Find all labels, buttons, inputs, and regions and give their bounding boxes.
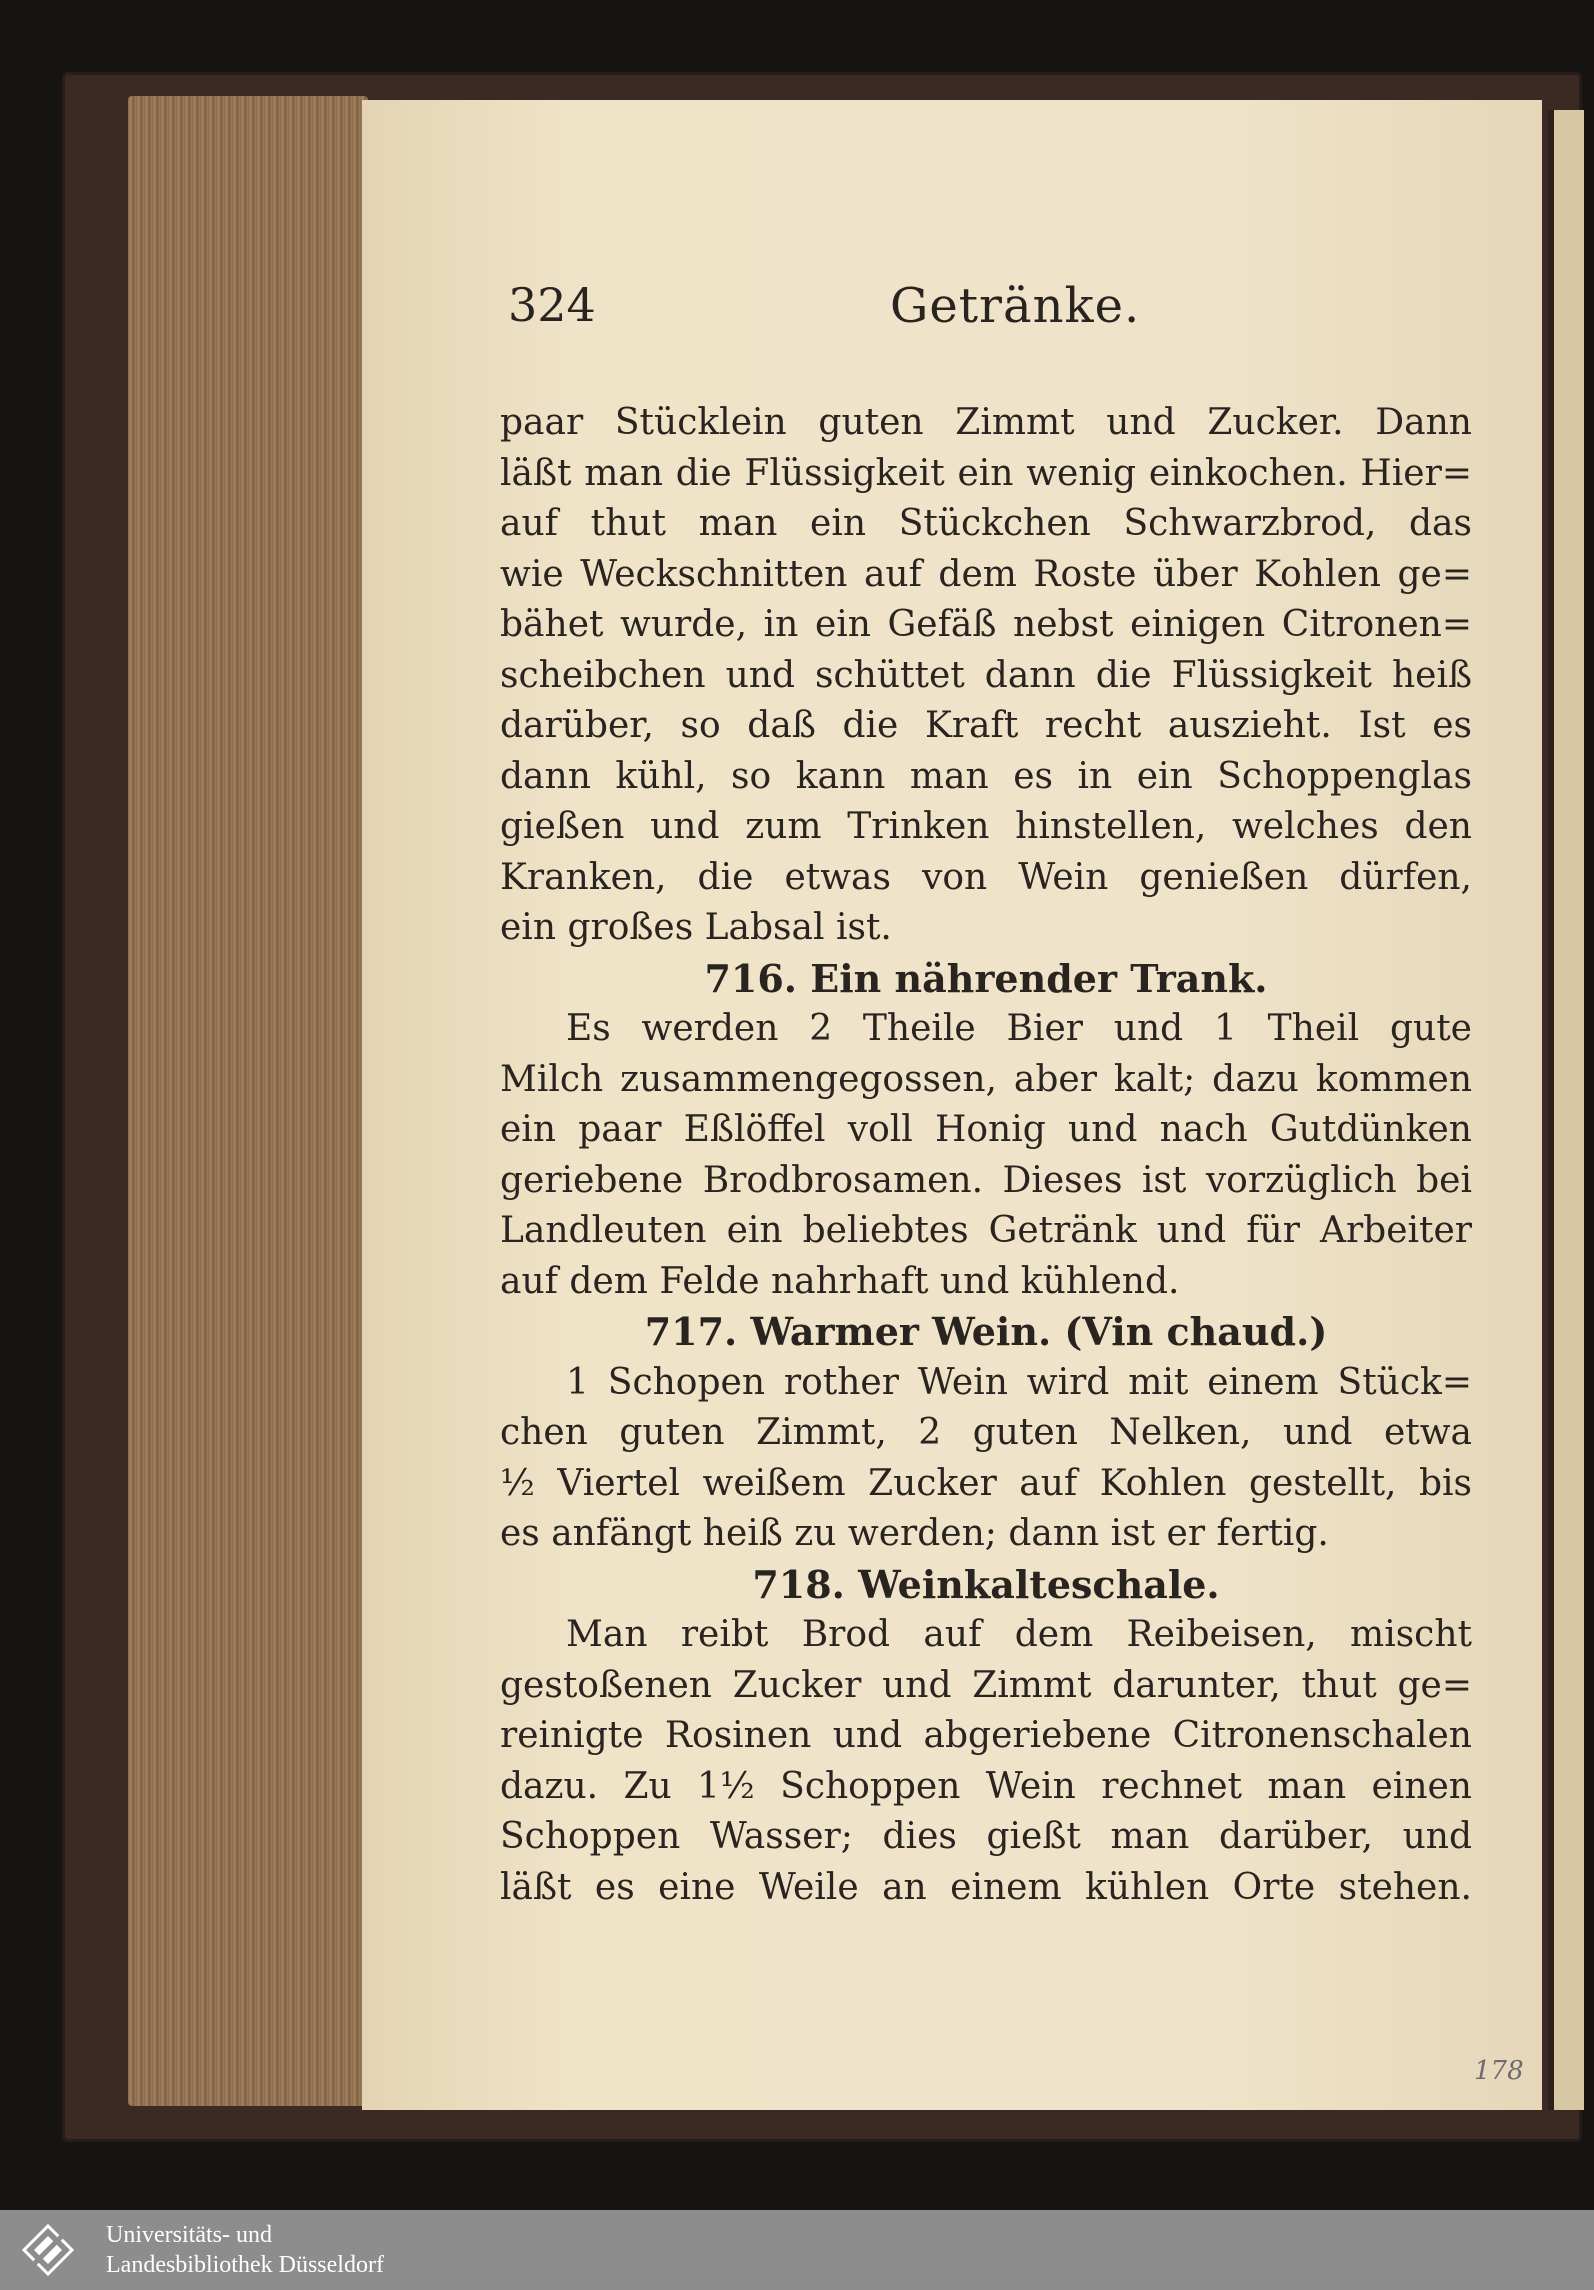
text-line: geriebene Brodbrosamen. Dieses ist vorzüglich bei xyxy=(500,1159,1472,1201)
text-line: reinigte Rosinen und abgeriebene Citronenschalen xyxy=(500,1715,1472,1756)
text-line: bähet wurde, in ein Gefäß nebst einigen Citronen= xyxy=(500,604,1472,645)
text-line: ½ Viertel weißem Zucker auf Kohlen gestellt, bis xyxy=(500,1462,1472,1504)
page-number: 324 xyxy=(508,278,596,332)
text-line: läßt man die Flüssigkeit ein wenig einkochen. Hier= xyxy=(500,452,1472,494)
pencil-annotation: 178 xyxy=(1474,2056,1524,2086)
text-line: chen guten Zimmt, 2 guten Nelken, und etwa xyxy=(500,1412,1472,1453)
text-line: dazu. Zu 1½ Schoppen Wein rechnet man einen xyxy=(500,1765,1472,1807)
recipe-heading: 716. Ein nährender Trank. xyxy=(704,955,1268,1001)
text-line: ein großes Labsal ist. xyxy=(500,907,892,948)
recipe-heading: 717. Warmer Wein. (Vin chaud.) xyxy=(644,1309,1328,1354)
text-line: paar Stücklein guten Zimmt und Zucker. Dann xyxy=(500,402,1472,443)
text-line: darüber, so daß die Kraft recht auszieht. Ist es xyxy=(500,705,1472,746)
text-line: läßt es eine Weile an einem kühlen Orte stehen. xyxy=(500,1866,1472,1908)
text-line: auf dem Felde nahrhaft und kühlend. xyxy=(500,1260,1180,1302)
text-line: 1 Schopen rother Wein wird mit einem Stück= xyxy=(566,1361,1472,1403)
text-line: gestoßenen Zucker und Zimmt darunter, thut ge= xyxy=(500,1664,1472,1706)
text-line: wie Weckschnitten auf dem Roste über Kohlen ge= xyxy=(500,553,1472,595)
library-name-line-1: Universitäts- und xyxy=(106,2222,272,2248)
page-edges xyxy=(128,96,368,2106)
text-line: Milch zusammengegossen, aber kalt; dazu kommen xyxy=(500,1058,1472,1100)
text-line: Kranken, die etwas von Wein genießen dürfen, xyxy=(500,856,1472,898)
text-line: dann kühl, so kann man es in ein Schoppenglas xyxy=(500,755,1472,797)
text-line: Man reibt Brod auf dem Reibeisen, mischt xyxy=(566,1614,1472,1655)
running-head xyxy=(500,270,1470,350)
text-line: Es werden 2 Theile Bier und 1 Theil gute xyxy=(566,1008,1472,1049)
text-line: Schoppen Wasser; dies gießt man darüber, und xyxy=(500,1816,1472,1857)
library-name-line-2: Landesbibliothek Düsseldorf xyxy=(106,2252,384,2278)
facing-page-edge xyxy=(1548,110,1584,2110)
text-line: scheibchen und schüttet dann die Flüssigkeit heiß xyxy=(500,654,1472,696)
page-header-title: Getränke. xyxy=(890,278,1141,334)
library-name xyxy=(106,2220,384,2280)
body-text xyxy=(500,398,1472,1998)
library-logo-icon xyxy=(20,2222,76,2278)
text-line: es anfängt heiß zu werden; dann ist er fertig. xyxy=(500,1513,1329,1554)
library-footer xyxy=(0,2210,1594,2290)
text-line: Landleuten ein beliebtes Getränk und für Arbeiter xyxy=(500,1210,1472,1251)
text-line: ein paar Eßlöffel voll Honig und nach Gutdünken xyxy=(500,1109,1472,1150)
text-line: auf thut man ein Stückchen Schwarzbrod, das xyxy=(500,503,1472,544)
text-line: gießen und zum Trinken hinstellen, welches den xyxy=(500,806,1472,847)
recipe-heading: 718. Weinkalteschale. xyxy=(752,1561,1220,1607)
